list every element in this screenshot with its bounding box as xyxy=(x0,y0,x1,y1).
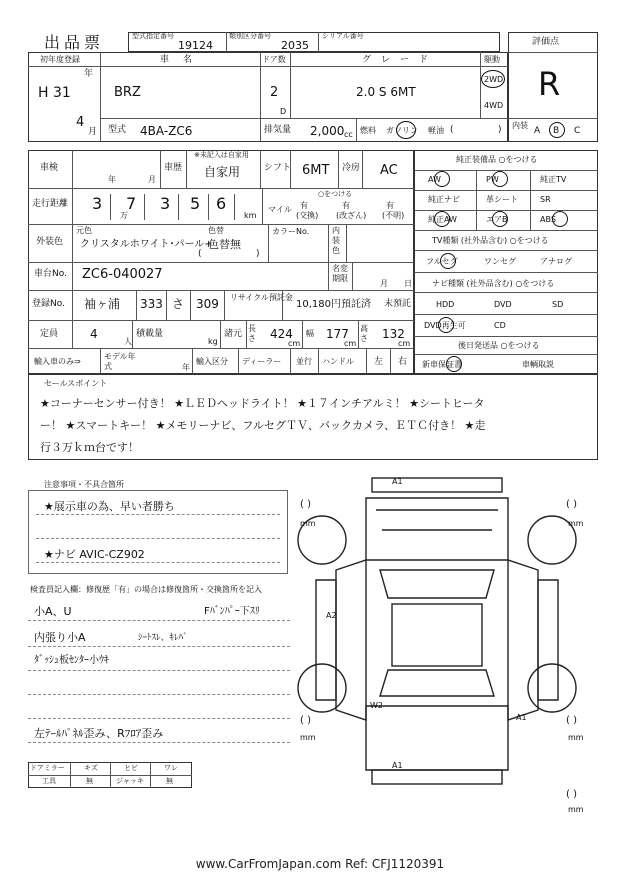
tools-h-scratch: キズ xyxy=(84,764,98,772)
color-change: 色替無 xyxy=(208,238,241,251)
interior-circle xyxy=(549,122,565,138)
length-value: 424 xyxy=(270,327,293,341)
displacement-value: 2,000 xyxy=(310,124,345,138)
note-line-1: ★展示車の為、早い者勝ち xyxy=(44,500,175,513)
handle-label: ハンドル xyxy=(322,357,354,366)
docs-circle xyxy=(446,356,462,372)
interior-a: A xyxy=(534,126,541,136)
drive-4wd: 4WD xyxy=(484,101,504,110)
chassis-label: 車台No. xyxy=(34,269,67,279)
mileage-digit: 3 xyxy=(92,194,103,213)
reg-year-label: 初年度登録 xyxy=(40,55,80,64)
inspector-label: 検査員記入欄：修復歴「有」の場合は修復箇所・交換箇所を記入 xyxy=(30,585,262,594)
equipment-circle xyxy=(552,211,568,227)
doors-value: 2 xyxy=(270,85,279,100)
note-line-3: ★ナビ AVIC-CZ902 xyxy=(44,548,145,561)
tv-analog: アナログ xyxy=(540,257,572,266)
name-change-label: 名変期限 xyxy=(332,264,348,283)
cc-unit: cc xyxy=(344,130,353,139)
equipment-item: ABS xyxy=(540,215,556,224)
mileage-km-unit: km xyxy=(244,211,257,220)
plate-label: 登録No. xyxy=(32,299,65,309)
tamper-label: (改ざん) xyxy=(336,211,367,220)
tread-rr-unit: mm xyxy=(568,733,584,742)
tv-label: TV種類 (社外品含む) ○をつける xyxy=(432,236,549,245)
parallel-option: 並行 xyxy=(296,357,312,366)
inspector-line-4: ｼｰﾄｽﾚ、ｷﾚﾊﾞ xyxy=(138,633,188,643)
interior-c: C xyxy=(574,126,581,136)
unknown-label: (不明) xyxy=(382,211,405,220)
chassis-value: ZC6-040027 xyxy=(82,267,163,282)
year-unit: 年 xyxy=(84,69,94,79)
inspector-line-1: 小A、U xyxy=(34,605,72,618)
navi-sd: SD xyxy=(552,300,564,309)
model-label: 型式 xyxy=(108,125,127,135)
mark-rear-bumper: A1 xyxy=(392,761,403,770)
sales-line-3: 行３万ｋｍ台です！ xyxy=(40,441,139,454)
color-label: 外装色 xyxy=(36,237,64,247)
inspector-line-2: Fﾊﾞﾝﾊﾟｰ下ｽﾘ xyxy=(204,606,260,617)
equipment-circle xyxy=(492,211,508,227)
inspector-line-5: ﾀﾞｯｼｭ板ｾﾝﾀｰ小ｳｷ xyxy=(34,655,109,666)
recycle-label: リサイクル預託金 xyxy=(230,293,293,302)
plate-kana: さ xyxy=(172,297,185,311)
tread-rl: ( ) xyxy=(300,715,311,726)
equipment-circle xyxy=(492,171,508,187)
equipment-item: 革シート xyxy=(486,195,518,204)
plate-class: 333 xyxy=(140,297,163,311)
mile-circle-note: ○をつける xyxy=(318,190,353,198)
handle-left: 左 xyxy=(374,357,384,367)
usage-label: 車歴 xyxy=(164,163,183,173)
recycle-none: 未預託 xyxy=(384,299,412,309)
navi-cd: CD xyxy=(494,321,506,330)
tools-tool-label: 工具 xyxy=(42,777,56,785)
doors-label: ドア数 xyxy=(262,55,286,64)
load-label: 積載量 xyxy=(136,329,164,339)
height-value: 132 xyxy=(382,327,405,341)
usage-note: ※未記入は自家用 xyxy=(194,151,249,159)
sales-line-2: ー！ ★スマートキー！ ★メモリーナビ、フルセグＴＶ、バックカメラ、ＥＴＣ付き！ ★走 xyxy=(40,419,486,432)
drive-2wd: 2WD xyxy=(484,75,504,84)
category-label: 類別区分番号 xyxy=(229,32,271,40)
tools-h-mirror: ドアミラー xyxy=(30,764,65,772)
equipment-item: 純正TV xyxy=(540,175,567,184)
reg-month: 4 xyxy=(76,115,85,130)
serial-label: シリアル番号 xyxy=(322,32,364,40)
tv-fullseg: フルセグ xyxy=(426,257,458,266)
mileage-label: 走行距離 xyxy=(32,199,69,209)
grade-label: 評価点 xyxy=(532,37,560,47)
tread-spare: ( ) xyxy=(566,789,577,800)
tv-circle xyxy=(440,253,456,269)
usage-value: 自家用 xyxy=(204,165,241,179)
mileage-man-unit: 万 xyxy=(120,211,128,220)
color-orig: クリスタルホワイト･パール+ xyxy=(80,239,213,250)
capacity-value: 4 xyxy=(90,327,98,341)
exchange-mark: 有 xyxy=(300,201,308,210)
height-label: 高さ xyxy=(360,324,368,343)
navi-circle xyxy=(438,317,454,333)
height-unit: cm xyxy=(398,339,411,348)
navi-dvd-play: DVD再生可 xyxy=(424,321,466,330)
navi-dvd: DVD xyxy=(494,300,512,309)
equipment-item: PW xyxy=(486,175,499,184)
shift-value: 6MT xyxy=(302,163,330,178)
fuel-diesel: 軽油 xyxy=(428,126,444,135)
car-damage-diagram xyxy=(296,470,596,810)
reg-era: H 31 xyxy=(38,85,71,101)
tv-oneseg: ワンセグ xyxy=(484,257,516,266)
inspector-line-8: 左ﾃｰﾙﾊﾟﾈﾙ歪み、Rﾌﾛｱ歪み xyxy=(34,727,164,740)
doors-sub: D xyxy=(280,107,287,116)
tools-jack-label: ジャッキ xyxy=(116,777,144,785)
inspector-line-3: 内張り小A xyxy=(34,631,86,644)
notes-label: 注意事項・不具合箇所 xyxy=(44,480,124,489)
docs-manual: 車輌取説 xyxy=(522,360,554,369)
import-label: 輸入車のみ⇒ xyxy=(34,357,81,366)
sales-line-1: ★コーナーセンサー付き！ ★ＬＥＤヘッドライト！ ★１７インチアルミ！ ★シートヒータ xyxy=(40,397,485,410)
length-label: 長さ xyxy=(248,324,256,343)
persons-unit: 人 xyxy=(124,337,132,346)
ac-label: 冷房 xyxy=(342,163,361,173)
tread-fl-unit: mm xyxy=(300,519,316,528)
grade-value: R xyxy=(538,65,561,103)
ac-value: AC xyxy=(380,163,398,178)
mileage-digit: 6 xyxy=(216,194,227,213)
mileage-digit: 5 xyxy=(190,194,201,213)
tools-h-crack: ヒビ xyxy=(124,764,138,772)
mark-rear-right: A1 xyxy=(516,713,527,722)
car-name: BRZ xyxy=(114,85,141,100)
sheet-title: 出品票 xyxy=(44,33,105,52)
footer-watermark: www.CarFromJapan.com Ref: CFJ1120391 xyxy=(195,857,445,871)
docs-warranty: 新車保証書 xyxy=(422,360,462,369)
equipment-circle xyxy=(434,211,450,227)
import-cat-label: 輸入区分 xyxy=(196,357,228,366)
shift-label: シフト xyxy=(264,163,292,173)
tread-rr: ( ) xyxy=(566,715,577,726)
month-unit: 月 xyxy=(88,127,98,137)
equipment-item: 純正AW xyxy=(428,215,457,224)
plate-area: 袖ヶ浦 xyxy=(84,297,121,311)
drive-circle xyxy=(481,70,505,88)
car-name-label: 車名 xyxy=(160,55,207,65)
tread-fl: ( ) xyxy=(300,499,311,510)
model-year-label: モデル年式 xyxy=(104,352,136,371)
fuel-label: 燃料 xyxy=(360,126,376,135)
width-unit: cm xyxy=(344,339,357,348)
width-value: 177 xyxy=(326,327,349,341)
mile-label: マイル xyxy=(268,205,292,214)
tools-h-break: ワレ xyxy=(164,764,178,772)
equipment-item: SR xyxy=(540,195,551,204)
sales-point-label: セールスポイント xyxy=(44,379,108,388)
tread-spare-unit: mm xyxy=(568,805,584,814)
nc-month: 月 xyxy=(380,279,388,288)
fuel-circle xyxy=(396,121,416,139)
tamper-mark: 有 xyxy=(342,201,350,210)
handle-right: 右 xyxy=(398,357,408,367)
docs-label: 後日発送品 ○をつける xyxy=(458,341,540,350)
shaken-label: 車検 xyxy=(40,163,59,173)
model-year-unit: 年 xyxy=(182,363,190,372)
equipment-item: 純正ナビ xyxy=(428,195,460,204)
tread-fr: ( ) xyxy=(566,499,577,510)
capacity-label: 定員 xyxy=(40,329,59,339)
category-value: 2035 xyxy=(281,39,309,52)
shaken-year: 年 xyxy=(108,175,116,184)
recycle-value: 10,180円預託済 xyxy=(296,299,371,310)
mileage-digit: 3 xyxy=(160,194,171,213)
interior-label: 内装 xyxy=(512,121,528,130)
color-no-label: カラーNo. xyxy=(272,227,310,236)
dims-label: 諸元 xyxy=(224,329,243,339)
color-orig-label: 元色 xyxy=(76,226,92,235)
tread-rl-unit: mm xyxy=(300,733,316,742)
drive-label: 駆動 xyxy=(484,55,500,64)
type-approval-label: 型式指定番号 xyxy=(132,32,174,40)
exchange-label: (交換) xyxy=(296,211,319,220)
grade-text: 2.0 S 6MT xyxy=(356,85,416,99)
type-approval-value: 19124 xyxy=(178,39,213,52)
unknown-mark: 有 xyxy=(386,201,394,210)
fuel-gasoline: ガソリン xyxy=(386,126,418,135)
navi-label: ナビ種類 (社外品含む) ○をつける xyxy=(432,279,555,288)
shaken-month: 月 xyxy=(148,175,156,184)
navi-hdd: HDD xyxy=(436,300,455,309)
interior-color-label: 内装色 xyxy=(332,226,340,255)
interior-b: B xyxy=(553,126,560,136)
model-value: 4BA-ZC6 xyxy=(140,124,193,138)
equipment-circle xyxy=(434,171,450,187)
displacement-label: 排気量 xyxy=(264,125,292,135)
mark-front-bumper: A1 xyxy=(392,477,403,486)
equipment-item: エアB xyxy=(486,215,508,224)
mark-left-side: A2 xyxy=(326,611,337,620)
width-label: 幅 xyxy=(306,329,314,338)
mileage-digit: 7 xyxy=(126,194,137,213)
grade-text-label: グレード xyxy=(362,55,439,65)
factory-equip-label: 純正装備品 ○をつける xyxy=(456,155,538,164)
dealer-option: ディーラー xyxy=(242,357,282,366)
length-unit: cm xyxy=(288,339,301,348)
mark-rear-left: W2 xyxy=(370,701,383,710)
tools-jack-value: 無 xyxy=(166,777,173,785)
tools-tool-value: 無 xyxy=(86,777,93,785)
kg-unit: kg xyxy=(208,337,218,346)
plate-number: 309 xyxy=(196,297,219,311)
nc-day: 日 xyxy=(404,279,412,288)
tread-fr-unit: mm xyxy=(568,519,584,528)
color-change-label: 色替 xyxy=(208,226,224,235)
equipment-item: AW xyxy=(428,175,441,184)
